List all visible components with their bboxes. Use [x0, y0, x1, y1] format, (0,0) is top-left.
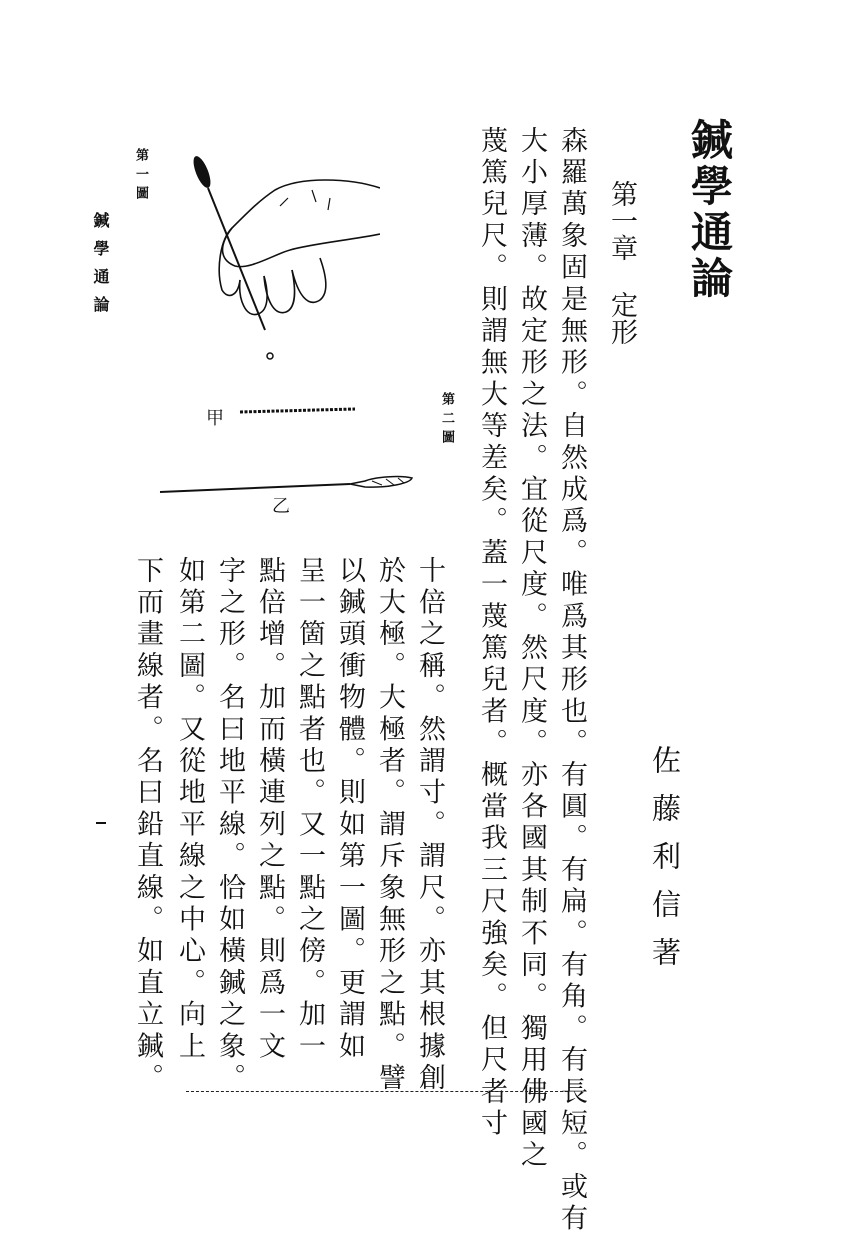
bottom-rule [186, 1091, 568, 1092]
book-title: 鍼學通論 [685, 118, 734, 302]
figure-1-label: 第一圖 [133, 148, 148, 205]
figure-2-label-a: 甲 [206, 408, 224, 429]
horizontal-needles-illustration [150, 395, 430, 505]
text-column: 點倍增。加而橫連列之點。則爲一文 [254, 556, 285, 1064]
text-column: 呈一箇之點者也。又一點之傍。加一 [294, 556, 325, 1064]
running-head: 鍼學通論 [91, 212, 110, 324]
text-column: 於大極。大極者。謂斥象無形之點。譬 [374, 556, 405, 1095]
text-column: 下而畫線者。名曰鉛直線。如直立鍼。 [132, 556, 163, 1095]
text-column: 蔑篤兒尺。則謂無大等差矣。蓋一蔑篤兒者。概當我三尺強矣。但尺者寸 [476, 126, 507, 1141]
text-column: 如第二圖。又從地平線之中心。向上 [174, 556, 205, 1064]
hand-holding-needle-illustration [180, 150, 380, 370]
page-number-mark [96, 822, 106, 824]
author-byline: 佐藤利信著 [648, 745, 682, 985]
text-column: 十倍之稱。然謂寸。謂尺。亦其根據創 [414, 556, 445, 1095]
chapter-heading [608, 180, 635, 345]
text-column: 以鍼頭衝物體。則如第一圖。更謂如 [334, 556, 365, 1064]
figure-2-label-b: 乙 [272, 496, 290, 517]
chapter-title: 定形 [606, 291, 637, 345]
chapter-number: 第一章 [606, 180, 637, 261]
figure-2-label: 第二圖 [439, 392, 454, 449]
text-column: 森羅萬象固是無形。自然成爲。唯爲其形也。有圓。有扁。有角。有長短。或有 [556, 126, 587, 1236]
text-column: 大小厚薄。故定形之法。宜從尺度。然尺度。亦各國其制不同。獨用佛國之 [516, 126, 547, 1173]
text-column: 字之形。名曰地平線。恰如橫鍼之象。 [214, 556, 245, 1095]
